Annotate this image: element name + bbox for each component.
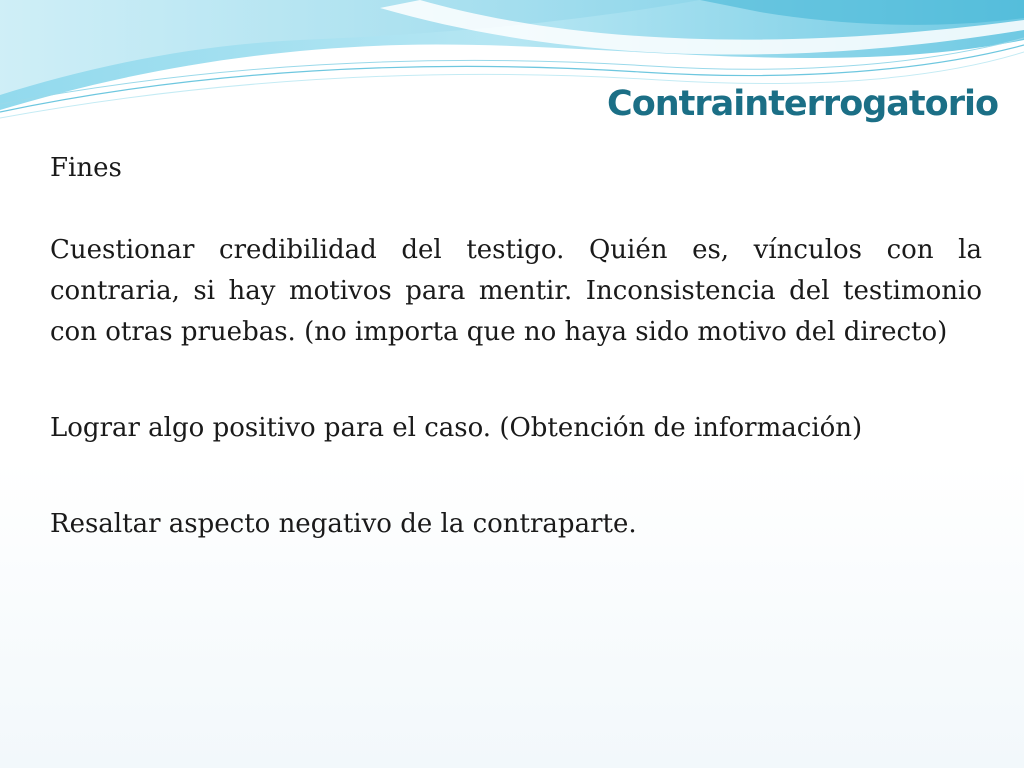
paragraph-positive: Lograr algo positivo para el caso. (Obtención de información) — [50, 413, 863, 443]
paragraph-credibility: Cuestionar credibilidad del testigo. Quién es, vínculos con la contraria, si hay motivos para mentir. Inconsistencia del testimonio con otras pruebas. (no importa que no haya sido motivo del directo) — [50, 235, 982, 347]
paragraph-negative: Resaltar aspecto negativo de la contraparte. — [50, 509, 637, 539]
slide-title: Contrainterrogatorio — [607, 84, 998, 124]
section-heading: Fines — [50, 153, 122, 183]
slide-body — [50, 148, 982, 545]
